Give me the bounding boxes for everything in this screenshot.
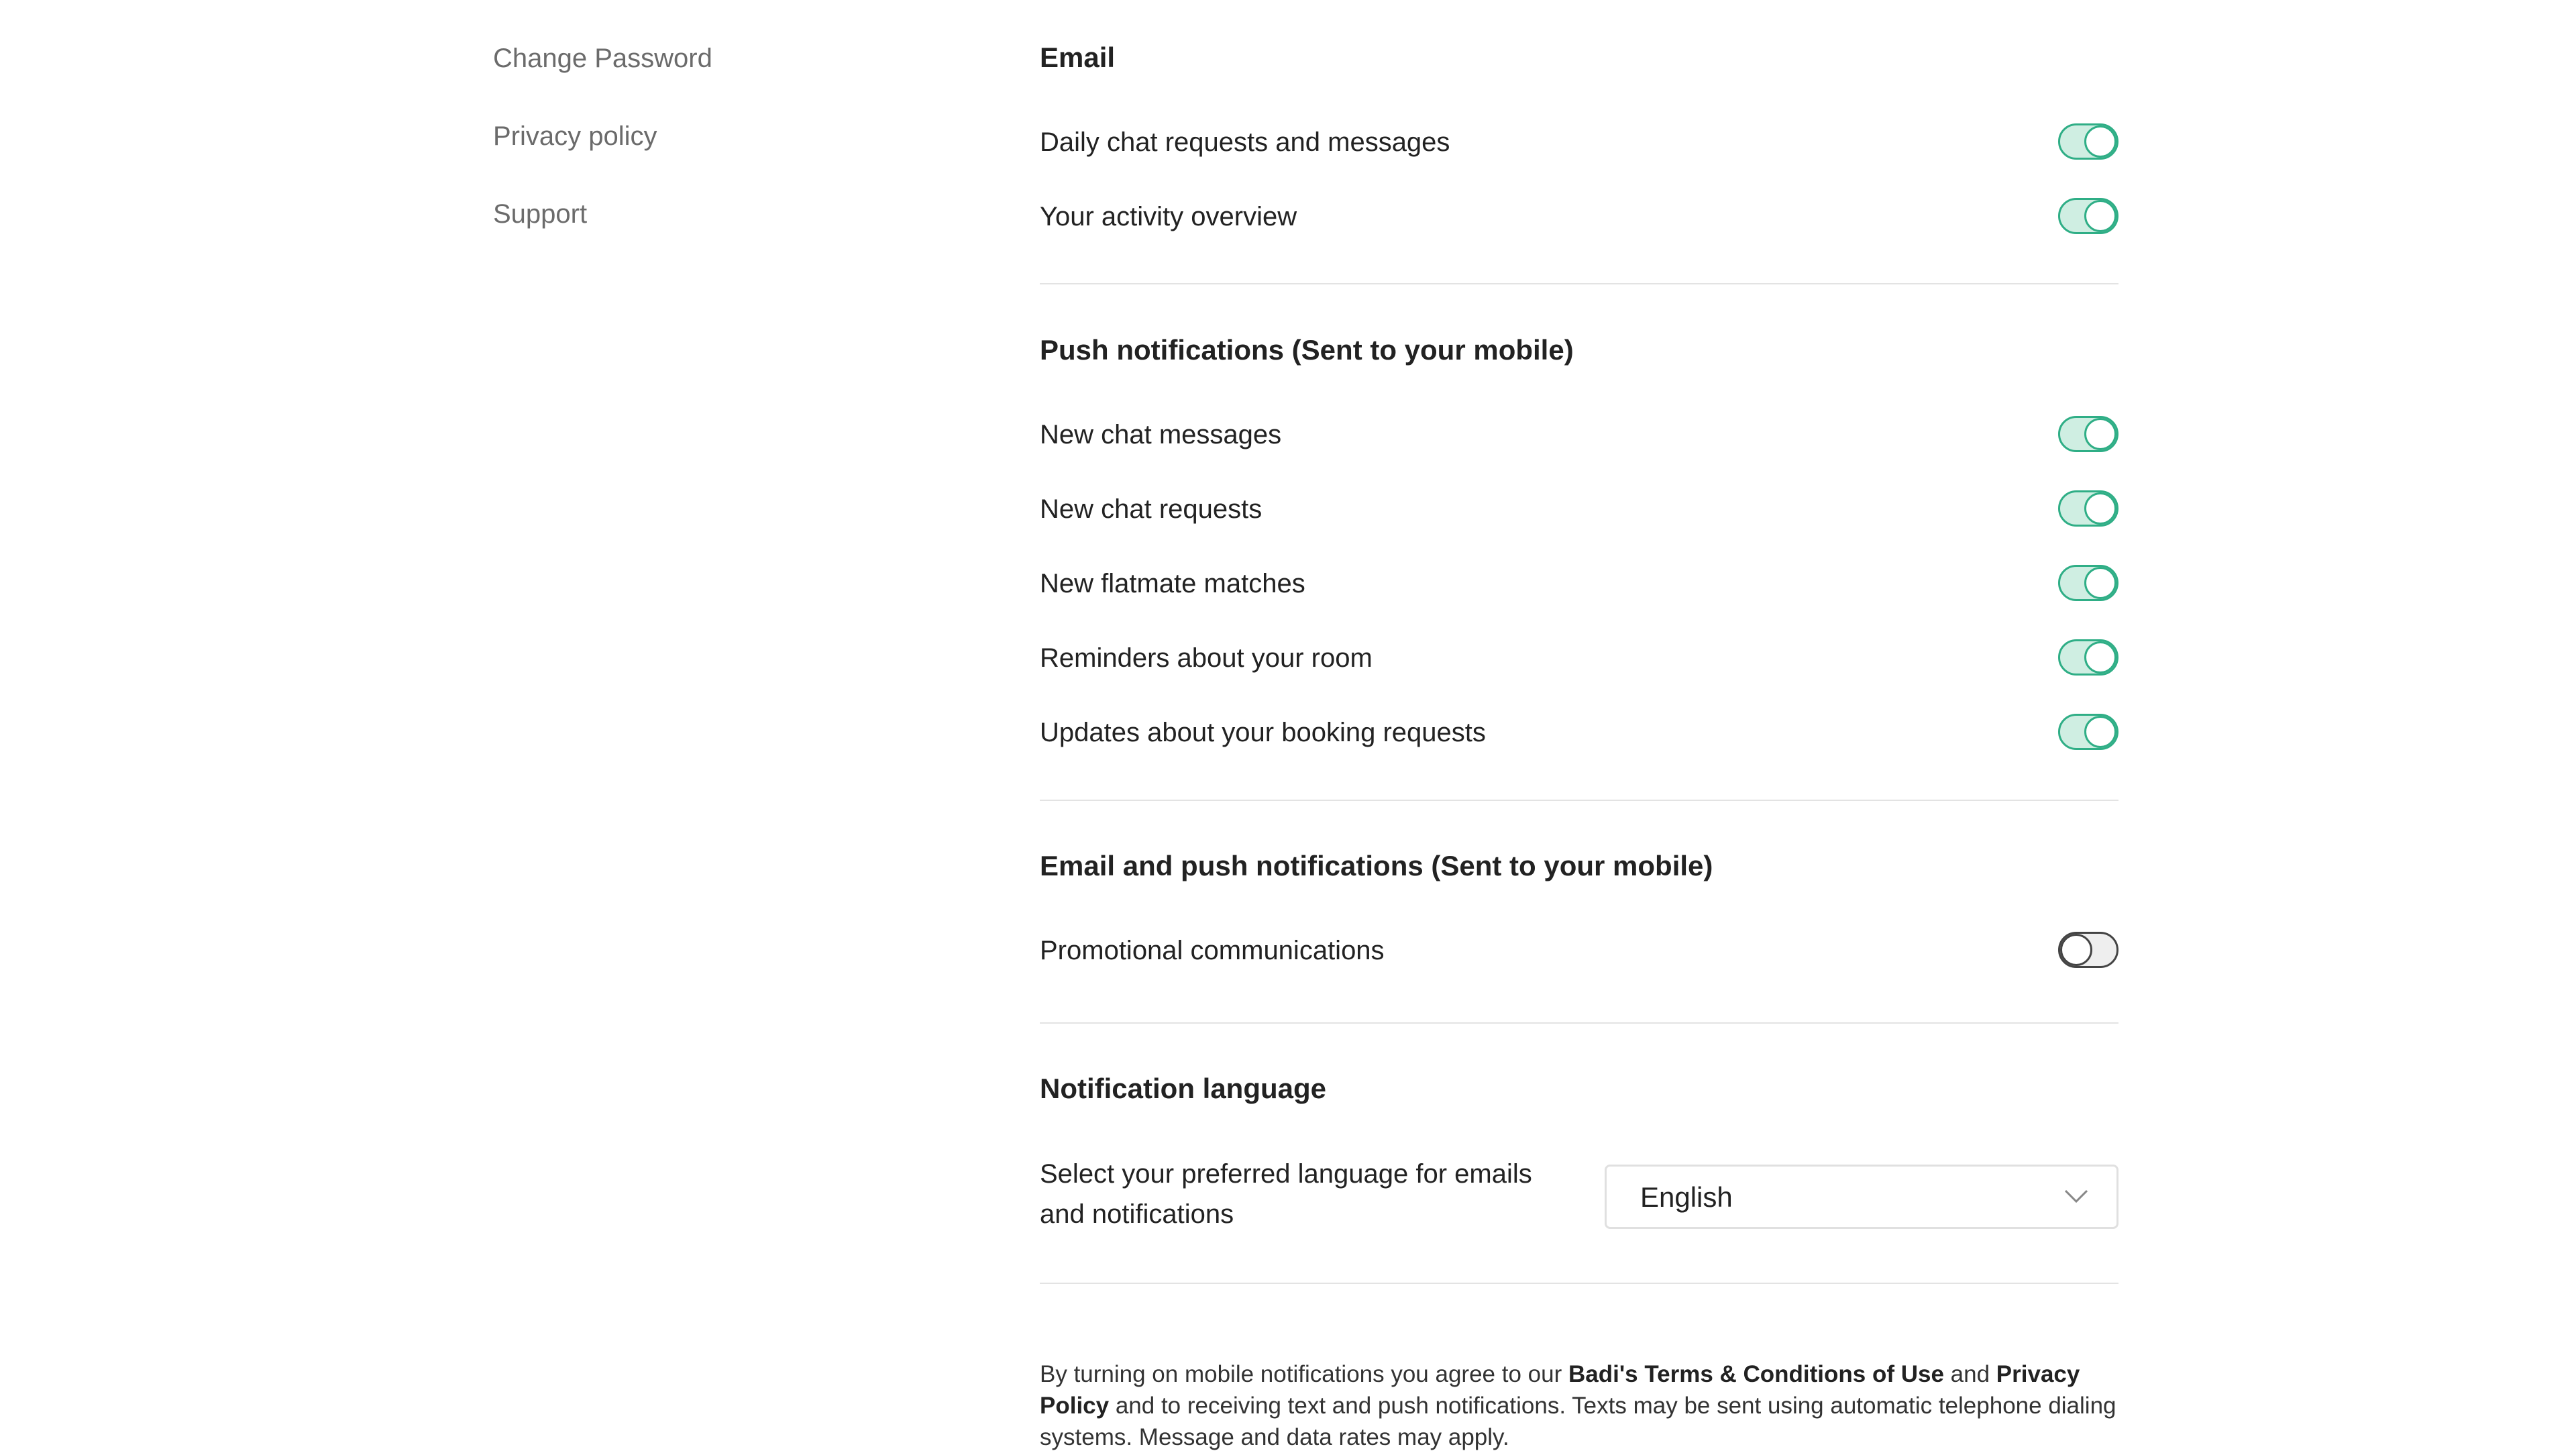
- sidebar-item-change-password[interactable]: Change Password: [493, 44, 712, 73]
- sidebar-item-support[interactable]: Support: [493, 199, 588, 229]
- sidebar-item-privacy-policy[interactable]: Privacy policy: [493, 121, 657, 151]
- push-section-title: Push notifications (Sent to your mobile): [1040, 334, 1574, 366]
- daily-chat-toggle[interactable]: [2058, 123, 2118, 160]
- toggle-knob: [2084, 492, 2116, 525]
- new-chat-messages-toggle[interactable]: [2058, 416, 2118, 452]
- language-section-title: Notification language: [1040, 1073, 1327, 1104]
- section-divider: [1040, 1283, 2118, 1284]
- setting-row-room-reminders: [1040, 637, 2118, 680]
- email-push-section-title: Email and push notifications (Sent to your mobile): [1040, 850, 1713, 881]
- activity-overview-toggle[interactable]: [2058, 198, 2118, 234]
- setting-label: New flatmate matches: [1040, 569, 1305, 598]
- privacy-policy-link[interactable]: Privacy Policy: [1040, 1361, 2080, 1419]
- toggle-knob: [2084, 418, 2116, 450]
- setting-label: Updates about your booking requests: [1040, 718, 1486, 747]
- new-chat-requests-toggle[interactable]: [2058, 490, 2118, 527]
- language-select-value: English: [1640, 1181, 1733, 1213]
- room-reminders-toggle[interactable]: [2058, 639, 2118, 676]
- setting-row-new-chat-messages: [1040, 413, 2118, 456]
- toggle-knob: [2084, 125, 2116, 158]
- chevron-down-icon: [2063, 1183, 2090, 1209]
- email-section-title: Email: [1040, 42, 1116, 73]
- setting-label: Promotional communications: [1040, 936, 1385, 965]
- disclaimer-text: By turning on mobile notifications you agree to our: [1040, 1361, 1568, 1387]
- toggle-knob: [2084, 200, 2116, 232]
- language-description: Select your preferred language for emails and notifications: [1040, 1159, 1532, 1229]
- section-divider: [1040, 800, 2118, 801]
- setting-row-daily-chat: [1040, 121, 2118, 164]
- toggle-knob: [2060, 934, 2092, 966]
- settings-sidebar: [493, 39, 828, 272]
- promotional-toggle[interactable]: [2058, 932, 2118, 968]
- setting-row-new-chat-requests: [1040, 488, 2118, 531]
- setting-label: New chat requests: [1040, 494, 1263, 524]
- booking-updates-toggle[interactable]: [2058, 714, 2118, 750]
- flatmate-matches-toggle[interactable]: [2058, 565, 2118, 601]
- setting-label: Daily chat requests and messages: [1040, 127, 1450, 157]
- setting-label: Your activity overview: [1040, 202, 1297, 231]
- setting-row-activity-overview: [1040, 195, 2118, 238]
- section-divider: [1040, 283, 2118, 284]
- setting-row-promotional: [1040, 929, 2118, 972]
- disclaimer-text: and: [1943, 1361, 1996, 1387]
- terms-link[interactable]: Badi's Terms & Conditions of Use: [1568, 1361, 1944, 1387]
- setting-label: Reminders about your room: [1040, 643, 1373, 673]
- disclaimer-text: and to receiving text and push notifications. Texts may be sent using automatic telephone dialing systems. Message and data rates may apply.: [1040, 1393, 2116, 1450]
- toggle-knob: [2084, 716, 2116, 748]
- setting-label: New chat messages: [1040, 420, 1282, 449]
- section-divider: [1040, 1022, 2118, 1024]
- toggle-knob: [2084, 641, 2116, 674]
- language-select[interactable]: [1605, 1165, 2118, 1229]
- notifications-disclaimer: [1040, 1358, 2118, 1453]
- setting-row-flatmate-matches: [1040, 562, 2118, 605]
- setting-row-booking-updates: [1040, 711, 2118, 754]
- toggle-knob: [2084, 567, 2116, 599]
